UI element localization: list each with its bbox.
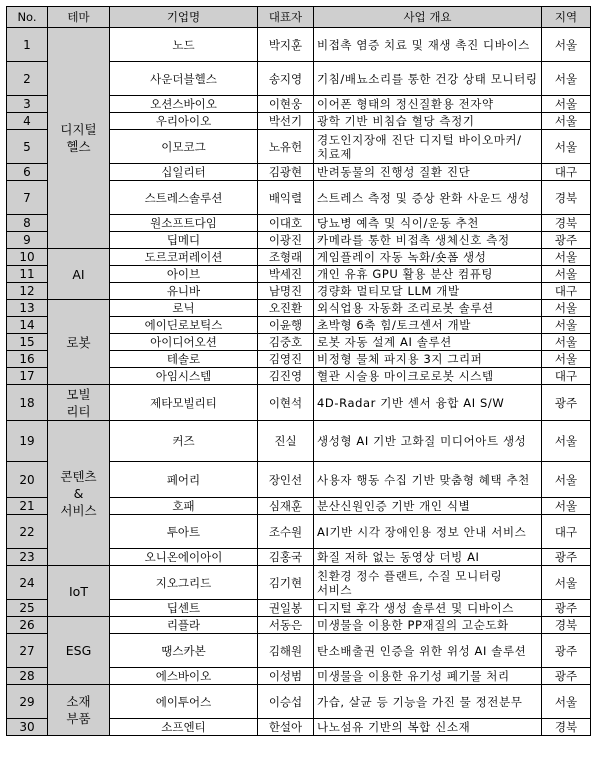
company-name: 아이브 [110, 266, 258, 283]
company-name: 페어리 [110, 462, 258, 498]
business-summary: 나노섬유 기반의 복합 신소재 [314, 719, 542, 736]
ceo-name: 조수원 [258, 515, 314, 549]
region: 광주 [542, 634, 591, 668]
row-number: 1 [7, 28, 48, 62]
theme-cell [48, 28, 110, 249]
region: 경북 [542, 181, 591, 215]
company-name: 사운더블헬스 [110, 62, 258, 96]
header-theme: 테마 [48, 7, 110, 28]
theme-label: AI [72, 266, 85, 282]
ceo-name: 남명진 [258, 283, 314, 300]
ceo-name: 노유헌 [258, 130, 314, 164]
row-number: 10 [7, 249, 48, 266]
company-name: 오니온에이아이 [110, 549, 258, 566]
row-number: 11 [7, 266, 48, 283]
region: 대구 [542, 283, 591, 300]
region: 광주 [542, 600, 591, 617]
ceo-name: 한설아 [258, 719, 314, 736]
region: 서울 [542, 351, 591, 368]
company-name: 스트레스솔루션 [110, 181, 258, 215]
business-summary: 스트레스 측정 및 증상 완화 사운드 생성 [314, 181, 542, 215]
company-name: 에이딘로보틱스 [110, 317, 258, 334]
theme-cell [48, 421, 110, 566]
region: 서울 [542, 421, 591, 462]
region: 경북 [542, 617, 591, 634]
ceo-name: 진실 [258, 421, 314, 462]
theme-label: 모빌 리티 [66, 386, 91, 419]
header-ceo: 대표자 [258, 7, 314, 28]
business-summary: 당뇨병 예측 및 식이/운동 추천 [314, 215, 542, 232]
company-name: 노드 [110, 28, 258, 62]
ceo-name: 조형래 [258, 249, 314, 266]
company-name: 유니바 [110, 283, 258, 300]
region: 대구 [542, 368, 591, 385]
header-summary: 사업 개요 [314, 7, 542, 28]
ceo-name: 이윤행 [258, 317, 314, 334]
row-number: 2 [7, 62, 48, 96]
region: 서울 [542, 300, 591, 317]
region: 서울 [542, 685, 591, 719]
company-name: 땡스카본 [110, 634, 258, 668]
region: 광주 [542, 549, 591, 566]
theme-label: 디지털 헬스 [60, 122, 97, 154]
region: 서울 [542, 462, 591, 498]
business-summary: 비접촉 염증 치료 및 재생 촉진 디바이스 [314, 28, 542, 62]
business-summary: 생성형 AI 기반 고화질 미디어아트 생성 [314, 421, 542, 462]
ceo-name: 장인선 [258, 462, 314, 498]
company-name: 딥센트 [110, 600, 258, 617]
business-summary: 4D-Radar 기반 센서 융합 AI S/W [314, 385, 542, 421]
business-summary: 가습, 살균 등 기능을 가진 물 정전분무 [314, 685, 542, 719]
row-number: 16 [7, 351, 48, 368]
company-name: 호패 [110, 498, 258, 515]
region: 서울 [542, 266, 591, 283]
region: 경북 [542, 719, 591, 736]
company-name: 원소프트다임 [110, 215, 258, 232]
region: 경북 [542, 215, 591, 232]
company-name: 로닉 [110, 300, 258, 317]
company-name: 커즈 [110, 421, 258, 462]
table-row [7, 566, 591, 600]
row-number: 7 [7, 181, 48, 215]
theme-cell [48, 566, 110, 617]
company-name: 아임시스템 [110, 368, 258, 385]
ceo-name: 김영진 [258, 351, 314, 368]
business-summary: 혈관 시술용 마이크로로봇 시스템 [314, 368, 542, 385]
row-number: 8 [7, 215, 48, 232]
table-row [7, 421, 591, 462]
region: 서울 [542, 28, 591, 62]
company-name: 리플라 [110, 617, 258, 634]
region: 서울 [542, 498, 591, 515]
header-region: 지역 [542, 7, 591, 28]
ceo-name: 이승섭 [258, 685, 314, 719]
business-summary: 디지털 후각 생성 솔루션 및 디바이스 [314, 600, 542, 617]
row-number: 9 [7, 232, 48, 249]
header-no: No. [7, 7, 48, 28]
row-number: 3 [7, 96, 48, 113]
company-name: 투아트 [110, 515, 258, 549]
row-number: 15 [7, 334, 48, 351]
row-number: 13 [7, 300, 48, 317]
region: 서울 [542, 113, 591, 130]
ceo-name: 김중호 [258, 334, 314, 351]
row-number: 12 [7, 283, 48, 300]
row-number: 26 [7, 617, 48, 634]
company-name: 도르코퍼레이션 [110, 249, 258, 266]
region: 서울 [542, 96, 591, 113]
ceo-name: 김해원 [258, 634, 314, 668]
ceo-name: 김광현 [258, 164, 314, 181]
region: 광주 [542, 668, 591, 685]
table-wrapper [6, 6, 591, 736]
ceo-name: 이현석 [258, 385, 314, 421]
company-name: 아이디어오션 [110, 334, 258, 351]
row-number: 4 [7, 113, 48, 130]
ceo-name: 배익렬 [258, 181, 314, 215]
ceo-name: 박선기 [258, 113, 314, 130]
business-summary: 광학 기반 비침습 혈당 측정기 [314, 113, 542, 130]
ceo-name: 김홍국 [258, 549, 314, 566]
row-number: 27 [7, 634, 48, 668]
row-number: 21 [7, 498, 48, 515]
table-row [7, 28, 591, 62]
theme-label: IoT [69, 583, 88, 599]
row-number: 18 [7, 385, 48, 421]
company-name: 지오그리드 [110, 566, 258, 600]
row-number: 30 [7, 719, 48, 736]
ceo-name: 박세진 [258, 266, 314, 283]
business-summary: 경량화 멀티모달 LLM 개발 [314, 283, 542, 300]
table-row [7, 249, 591, 266]
region: 서울 [542, 566, 591, 600]
row-number: 24 [7, 566, 48, 600]
row-number: 28 [7, 668, 48, 685]
ceo-name: 김진영 [258, 368, 314, 385]
row-number: 17 [7, 368, 48, 385]
business-summary: 분산신원인증 기반 개인 식별 [314, 498, 542, 515]
region: 서울 [542, 334, 591, 351]
theme-cell [48, 249, 110, 300]
header-row [7, 7, 591, 28]
theme-cell [48, 617, 110, 685]
company-name: 십일리터 [110, 164, 258, 181]
table-row [7, 385, 591, 421]
table-row [7, 617, 591, 634]
company-name: 에스바이오 [110, 668, 258, 685]
ceo-name: 박지훈 [258, 28, 314, 62]
ceo-name: 송지영 [258, 62, 314, 96]
business-summary: 외식업용 자동화 조리로봇 솔루션 [314, 300, 542, 317]
table-body [7, 28, 591, 736]
ceo-name: 이현웅 [258, 96, 314, 113]
ceo-name: 김기현 [258, 566, 314, 600]
region: 서울 [542, 249, 591, 266]
business-summary: 로봇 자동 설계 AI 솔루션 [314, 334, 542, 351]
ceo-name: 심재훈 [258, 498, 314, 515]
business-summary: 카메라를 통한 비접촉 생체신호 측정 [314, 232, 542, 249]
row-number: 19 [7, 421, 48, 462]
business-summary: 화질 저하 없는 동영상 더빙 AI [314, 549, 542, 566]
business-summary: AI기반 시각 장애인용 정보 안내 서비스 [314, 515, 542, 549]
company-name: 제타모빌리티 [110, 385, 258, 421]
table-row [7, 300, 591, 317]
business-summary: 비정형 물체 파지용 3지 그리퍼 [314, 351, 542, 368]
business-summary: 미생물을 이용한 PP재질의 고순도화 [314, 617, 542, 634]
row-number: 25 [7, 600, 48, 617]
company-name: 오션스바이오 [110, 96, 258, 113]
region: 서울 [542, 317, 591, 334]
region: 대구 [542, 164, 591, 181]
business-summary: 반려동물의 진행성 질환 진단 [314, 164, 542, 181]
region: 서울 [542, 130, 591, 164]
company-name: 에이투어스 [110, 685, 258, 719]
business-summary: 탄소배출권 인증을 위한 위성 AI 솔루션 [314, 634, 542, 668]
row-number: 14 [7, 317, 48, 334]
company-table [6, 6, 591, 736]
theme-label: 소재 부품 [66, 694, 91, 726]
business-summary: 미생물을 이용한 유기성 폐기물 처리 [314, 668, 542, 685]
table-row [7, 685, 591, 719]
row-number: 22 [7, 515, 48, 549]
header-company: 기업명 [110, 7, 258, 28]
business-summary: 경도인지장애 진단 디지털 바이오마커/치료제 [314, 130, 542, 164]
table-header [7, 7, 591, 28]
company-name: 테솔로 [110, 351, 258, 368]
ceo-name: 서동은 [258, 617, 314, 634]
region: 대구 [542, 515, 591, 549]
region: 서울 [542, 62, 591, 96]
row-number: 20 [7, 462, 48, 498]
business-summary: 사용자 행동 수집 기반 맞춤형 혜택 추천 [314, 462, 542, 498]
theme-cell [48, 300, 110, 385]
ceo-name: 오진환 [258, 300, 314, 317]
row-number: 23 [7, 549, 48, 566]
row-number: 6 [7, 164, 48, 181]
theme-cell [48, 685, 110, 736]
business-summary: 게임플레이 자동 녹화/숏폼 생성 [314, 249, 542, 266]
ceo-name: 권일봉 [258, 600, 314, 617]
business-summary: 이어폰 형태의 정신질환용 전자약 [314, 96, 542, 113]
ceo-name: 이광진 [258, 232, 314, 249]
theme-label: 콘텐츠 & 서비스 [60, 468, 97, 518]
business-summary: 기침/배뇨소리를 통한 건강 상태 모니터링 [314, 62, 542, 96]
company-name: 소프엔티 [110, 719, 258, 736]
row-number: 29 [7, 685, 48, 719]
region: 광주 [542, 232, 591, 249]
company-name: 딥메디 [110, 232, 258, 249]
ceo-name: 이대호 [258, 215, 314, 232]
theme-cell [48, 385, 110, 421]
row-number: 5 [7, 130, 48, 164]
ceo-name: 이성범 [258, 668, 314, 685]
theme-label: 로봇 [66, 334, 91, 350]
region: 광주 [542, 385, 591, 421]
business-summary: 친환경 정수 플랜트, 수질 모니터링 서비스 [314, 566, 542, 600]
company-name: 우리아이오 [110, 113, 258, 130]
theme-label: ESG [65, 643, 92, 658]
company-name: 이모코그 [110, 130, 258, 164]
business-summary: 개인 유휴 GPU 활용 분산 컴퓨팅 [314, 266, 542, 283]
business-summary: 초박형 6축 힘/토크센서 개발 [314, 317, 542, 334]
